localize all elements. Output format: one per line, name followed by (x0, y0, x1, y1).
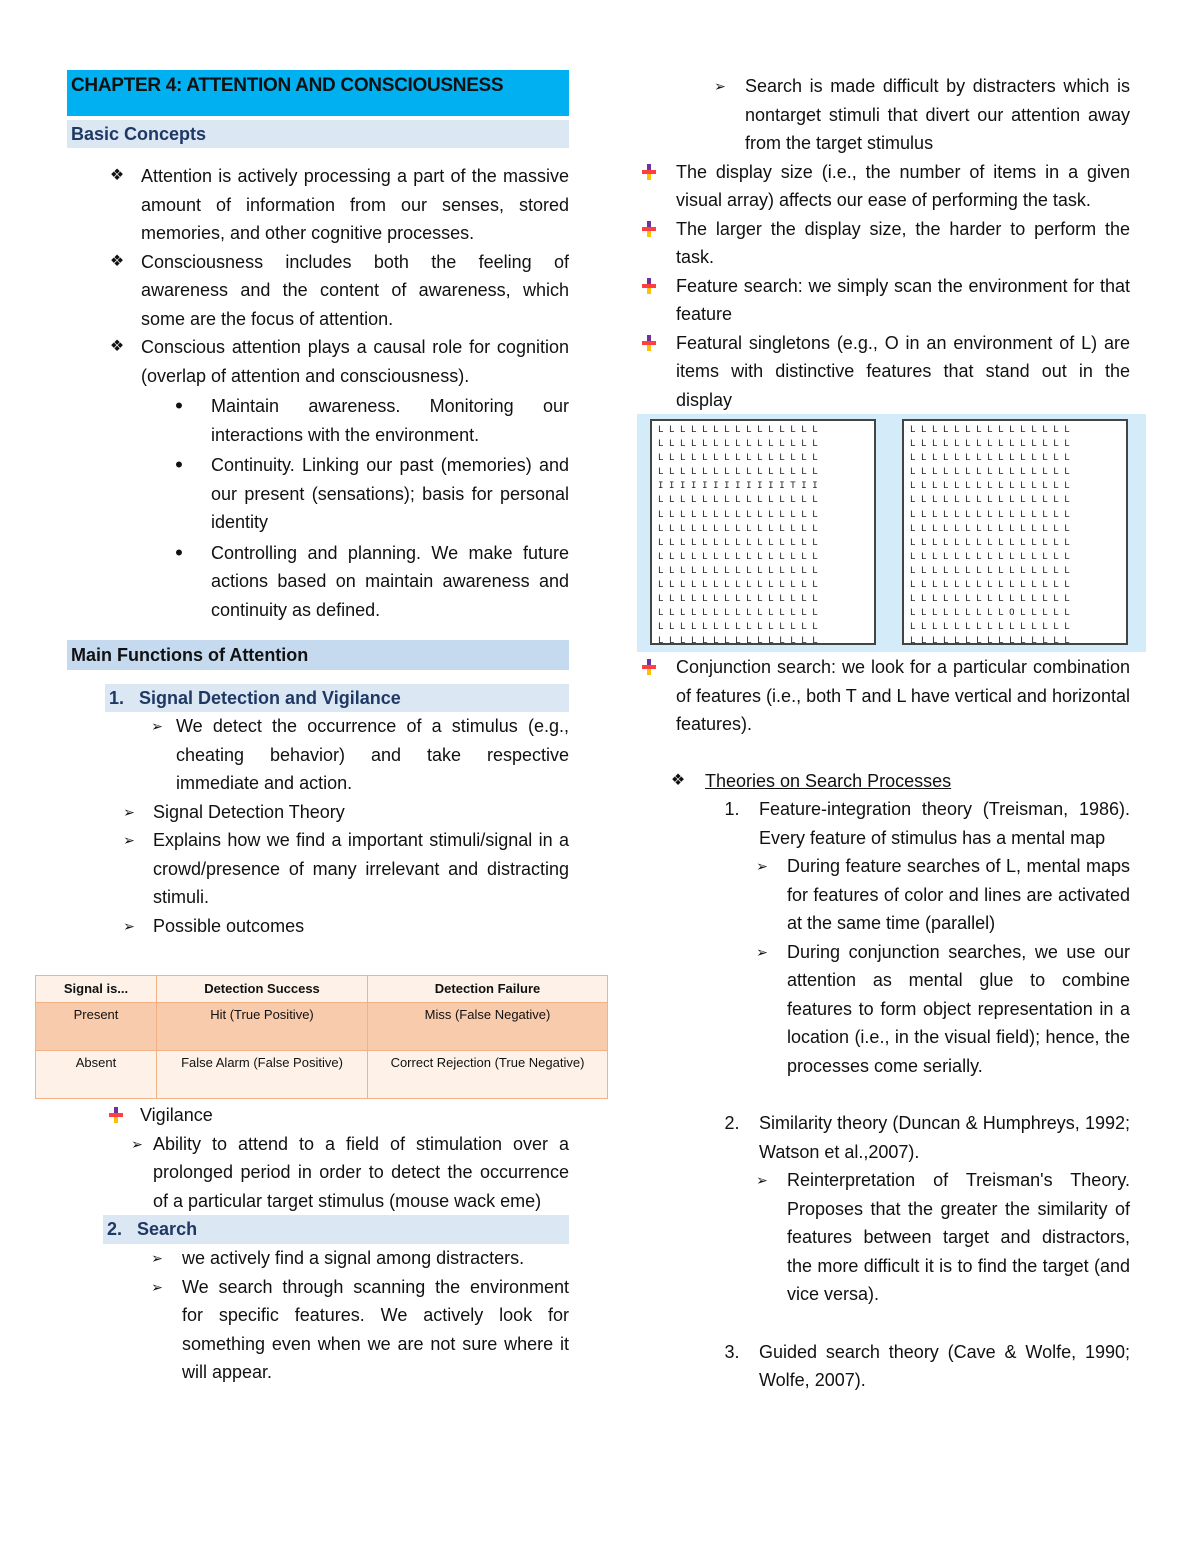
right-column (640, 72, 1130, 414)
heading-signal-detection: 1. Signal Detection and Vigilance (105, 684, 569, 712)
signal-detection-table (35, 975, 608, 1099)
section-main-functions: Main Functions of Attention (67, 640, 569, 670)
search-display-figure (637, 414, 1146, 652)
arrow-bullet-icon: ➢ (756, 943, 768, 960)
diamond-bullet-icon: ❖ (670, 771, 686, 789)
feature-search-display: LLLLLLLLLLLLLLL LLLLLLLLLLLLLLL LLLLLLLLLLLLLLL LLLLLLLLLLLLLLL LLLLLLLLLLLLLLL LLLLLLLLLLLLLLL LLLLLLLLLLLLLLL LLLLLLLLLLLLLLL LLLLLLLLLLLLLLL LLLLLLLLLLLLLLL LLLLLLLLLLLLLLL LLLLLLLLLLLLLLL LLLLLLLLLLLLLLL LLLLLLLLLOLLLLL LLLLLLLLLLLLLLL LLLLLLLLLLLLLLL (902, 419, 1128, 645)
diamond-bullet-icon: ❖ (109, 167, 125, 184)
arrow-bullet-icon: ➢ (131, 1135, 143, 1152)
theory-1-a: ➢ During feature searches of L, mental maps for features of color and lines are activated at the same time (parallel) (640, 852, 1130, 938)
basic-item-3: ❖ Conscious attention plays a causal role for cognition (overlap of attention and consciousness). (67, 333, 569, 390)
dot-bullet-icon: • (175, 393, 183, 418)
left-column-lower (67, 1101, 569, 1387)
right-column-lower (640, 653, 1130, 1395)
plus-bullet-icon (642, 164, 656, 180)
plus-bullet-icon (642, 335, 656, 351)
basic-sub-1: • Maintain awareness. Monitoring our interactions with the environment. (67, 392, 569, 449)
conjunction-search-display: LLLLLLLLLLLLLLL LLLLLLLLLLLLLLL LLLLLLLLLLLLLLL LLLLLLLLLLLLLLL IIIIIIIIIIIITII LLLLLLLLLLLLLLL LLLLLLLLLLLLLLL LLLLLLLLLLLLLLL LLLLLLLLLLLLLLL LLLLLLLLLLLLLLL LLLLLLLLLLLLLLL LLLLLLLLLLLLLLL LLLLLLLLLLLLLLL LLLLLLLLLLLLLLL LLLLLLLLLLLLLLL LLLLLLLLLLLLLLL (650, 419, 876, 645)
search-item-b: ➢ We search through scanning the environment for specific features. We actively look for something even when we are not sure where it will appear. (67, 1273, 569, 1387)
dot-bullet-icon: • (175, 539, 183, 565)
distracters-item: ➢ Search is made difficult by distracters which is nontarget stimuli that divert our attention away from the target stimulus (640, 72, 1130, 158)
basic-sub-2: • Continuity. Linking our past (memories) and our present (sensations); basis for personal identity (67, 451, 569, 537)
arrow-bullet-icon: ➢ (123, 832, 135, 848)
arrow-bullet-icon: ➢ (756, 858, 768, 874)
table-cell: Miss (False Negative) (368, 1003, 608, 1051)
plus-bullet-icon (642, 221, 656, 237)
larger-display-item: The larger the display size, the harder to perform the task. (640, 215, 1130, 272)
arrow-bullet-icon: ➢ (714, 78, 726, 94)
table-header: Detection Failure (368, 976, 608, 1003)
theory-1-b: ➢ During conjunction searches, we use our attention as mental glue to combine features to form object representation in a location (i.e., in the visual field); hence, the processes come serially. (640, 938, 1130, 1081)
search-item-a: ➢ we actively find a signal among distracters. (67, 1244, 569, 1273)
plus-bullet-icon (109, 1107, 123, 1123)
table-header: Signal is... (36, 976, 157, 1003)
basic-item-1: ❖ Attention is actively processing a part of the massive amount of information from our senses, stored memories, and other cognitive processes. (67, 162, 569, 248)
conjunction-search-item: Conjunction search: we look for a particular combination of features (i.e., both T and L have vertical and horizontal features). (640, 653, 1130, 739)
theory-2-a: ➢ Reinterpretation of Treisman's Theory. Proposes that the greater the similarity of features between target and distractors, the more difficult it is to find the target (and vice versa). (640, 1166, 1130, 1309)
featural-singletons-item: Featural singletons (e.g., O in an environment of L) are items with distinctive features that stand out in the display (640, 329, 1130, 415)
table-cell: False Alarm (False Positive) (157, 1051, 368, 1099)
theories-heading: ❖ Theories on Search Processes (640, 767, 1130, 796)
table-cell: Correct Rejection (True Negative) (368, 1051, 608, 1099)
plus-bullet-icon (642, 278, 656, 294)
chapter-title: CHAPTER 4: ATTENTION AND CONSCIOUSNESS (67, 70, 569, 116)
theory-3: 3. Guided search theory (Cave & Wolfe, 1990; Wolfe, 2007). (724, 1341, 1130, 1390)
plus-bullet-icon (642, 659, 656, 675)
signal-item-c: ➢ Explains how we find a important stimuli/signal in a crowd/presence of many irrelevant and distracting stimuli. (67, 826, 569, 912)
table-cell: Present (36, 1003, 157, 1051)
signal-item-b: ➢ Signal Detection Theory (67, 798, 569, 827)
signal-item-d: ➢ Possible outcomes (67, 912, 569, 941)
arrow-bullet-icon: ➢ (123, 803, 135, 820)
signal-item-a: ➢ We detect the occurrence of a stimulus (e.g., cheating behavior) and take respective immediate and action. (67, 712, 569, 798)
vigilance-definition: ➢ Ability to attend to a field of stimulation over a prolonged period in order to detect the occurrence of a particular target stimulus (mouse wack eme) (67, 1130, 569, 1216)
left-column (67, 70, 569, 940)
table-header: Detection Success (157, 976, 368, 1003)
diamond-bullet-icon: ❖ (109, 252, 125, 270)
theory-1: 1. Feature-integration theory (Treisman, 1986). Every feature of stimulus has a mental map (724, 799, 1130, 848)
arrow-bullet-icon: ➢ (151, 718, 163, 734)
table-cell: Hit (True Positive) (157, 1003, 368, 1051)
basic-item-2: ❖ Consciousness includes both the feeling of awareness and the content of awareness, which some are the focus of attention. (67, 248, 569, 334)
table-row (36, 1051, 608, 1099)
arrow-bullet-icon: ➢ (123, 917, 135, 934)
display-size-item: The display size (i.e., the number of items in a given visual array) affects our ease of performing the task. (640, 158, 1130, 215)
basic-sub-3: • Controlling and planning. We make future actions based on maintain awareness and continuity as defined. (67, 539, 569, 625)
heading-search: 2. Search (103, 1215, 569, 1244)
feature-search-item: Feature search: we simply scan the environment for that feature (640, 272, 1130, 329)
vigilance-item: Vigilance (67, 1101, 569, 1130)
table-row (36, 1003, 608, 1051)
arrow-bullet-icon: ➢ (756, 1172, 768, 1188)
dot-bullet-icon: • (175, 452, 183, 477)
arrow-bullet-icon: ➢ (151, 1250, 163, 1266)
arrow-bullet-icon: ➢ (151, 1278, 163, 1295)
section-basic-concepts: Basic Concepts (67, 120, 569, 148)
theory-2: 2. Similarity theory (Duncan & Humphreys, 1992; Watson et al.,2007). (724, 1113, 1130, 1162)
diamond-bullet-icon: ❖ (109, 338, 125, 355)
table-cell: Absent (36, 1051, 157, 1099)
